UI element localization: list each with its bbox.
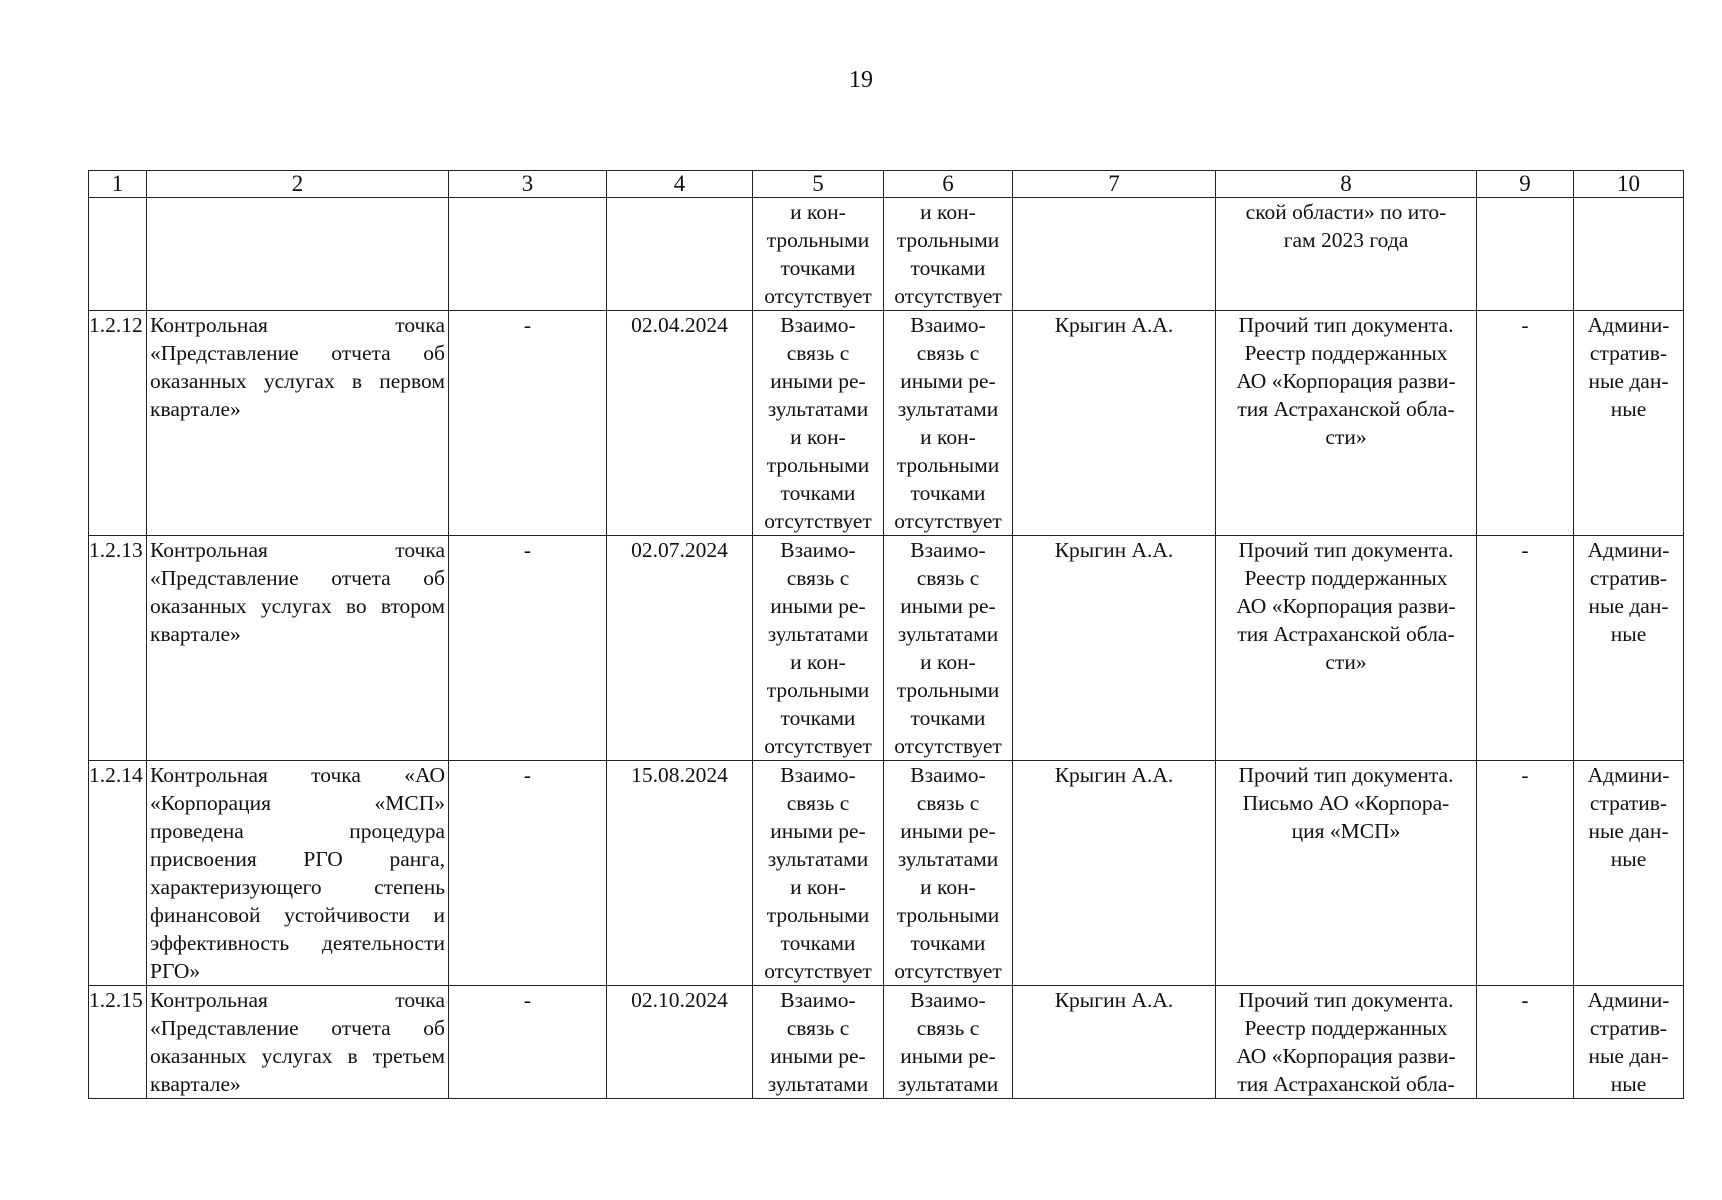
cell-source: Админи- стратив- ные дан- ные xyxy=(1574,761,1684,986)
cell-source: Админи- стратив- ные дан- ные xyxy=(1574,536,1684,761)
column-number-row xyxy=(89,171,1684,198)
table-row xyxy=(89,311,1684,536)
cell-relation-results: и кон- трольными точками отсутствует xyxy=(753,198,884,311)
cell-number: 1.2.12 xyxy=(89,311,147,536)
cell-col3: - xyxy=(449,986,607,1099)
page-number: 19 xyxy=(849,67,873,93)
cell-col9: - xyxy=(1477,536,1574,761)
cell-date xyxy=(607,198,753,311)
table-row xyxy=(89,986,1684,1099)
cell-relation-results: Взаимо- связь с иными ре- зультатами и кон- трольными точками отсутствует xyxy=(753,536,884,761)
cell-col9 xyxy=(1477,198,1574,311)
cell-document: ской области» по ито- гам 2023 года xyxy=(1216,198,1477,311)
cell-col9: - xyxy=(1477,986,1574,1099)
cell-number: 1.2.15 xyxy=(89,986,147,1099)
cell-relation-points: Взаимо- связь с иными ре- зультатами xyxy=(884,986,1013,1099)
cell-col3: - xyxy=(449,536,607,761)
column-header: 5 xyxy=(753,171,884,198)
cell-relation-points: Взаимо- связь с иными ре- зультатами и кон- трольными точками отсутствует xyxy=(884,311,1013,536)
cell-name: Контрольная точка «Представление отчета об оказанных услугах во втором квартале» xyxy=(147,536,449,761)
column-header: 1 xyxy=(89,171,147,198)
cell-relation-points: Взаимо- связь с иными ре- зультатами и кон- трольными точками отсутствует xyxy=(884,536,1013,761)
cell-responsible: Крыгин А.А. xyxy=(1013,536,1216,761)
cell-date: 02.10.2024 xyxy=(607,986,753,1099)
cell-date: 02.07.2024 xyxy=(607,536,753,761)
cell-number: 1.2.14 xyxy=(89,761,147,986)
cell-source xyxy=(1574,198,1684,311)
cell-document: Прочий тип документа. Реестр поддержанных АО «Корпорация разви- тия Астраханской обла- xyxy=(1216,986,1477,1099)
cell-relation-results: Взаимо- связь с иными ре- зультатами и кон- трольными точками отсутствует xyxy=(753,311,884,536)
cell-responsible: Крыгин А.А. xyxy=(1013,311,1216,536)
cell-col3 xyxy=(449,198,607,311)
column-header: 10 xyxy=(1574,171,1684,198)
table-row xyxy=(89,761,1684,986)
cell-document: Прочий тип документа. Письмо АО «Корпора- ция «МСП» xyxy=(1216,761,1477,986)
cell-relation-points: и кон- трольными точками отсутствует xyxy=(884,198,1013,311)
column-header: 7 xyxy=(1013,171,1216,198)
control-points-table xyxy=(88,170,1684,1099)
cell-document: Прочий тип документа. Реестр поддержанных АО «Корпорация разви- тия Астраханской обла- сти» xyxy=(1216,311,1477,536)
cell-relation-results: Взаимо- связь с иными ре- зультатами и кон- трольными точками отсутствует xyxy=(753,761,884,986)
cell-source: Админи- стратив- ные дан- ные xyxy=(1574,311,1684,536)
column-header: 6 xyxy=(884,171,1013,198)
cell-responsible: Крыгин А.А. xyxy=(1013,761,1216,986)
table-row xyxy=(89,536,1684,761)
column-header: 3 xyxy=(449,171,607,198)
cell-col3: - xyxy=(449,311,607,536)
cell-number: 1.2.13 xyxy=(89,536,147,761)
cell-col9: - xyxy=(1477,761,1574,986)
cell-relation-points: Взаимо- связь с иными ре- зультатами и кон- трольными точками отсутствует xyxy=(884,761,1013,986)
table-row-continuation xyxy=(89,198,1684,311)
cell-name: Контрольная точка «АО «Корпорация «МСП» проведена процедура присвоения РГО ранга, характеризующего степень финансовой устойчивости и эффективность деятельности РГО» xyxy=(147,761,449,986)
cell-date: 02.04.2024 xyxy=(607,311,753,536)
column-header: 9 xyxy=(1477,171,1574,198)
cell-responsible: Крыгин А.А. xyxy=(1013,986,1216,1099)
cell-document: Прочий тип документа. Реестр поддержанных АО «Корпорация разви- тия Астраханской обла- сти» xyxy=(1216,536,1477,761)
column-header: 4 xyxy=(607,171,753,198)
cell-name: Контрольная точка «Представление отчета об оказанных услугах в первом квартале» xyxy=(147,311,449,536)
column-header: 8 xyxy=(1216,171,1477,198)
cell-name: Контрольная точка «Представление отчета об оказанных услугах в третьем квартале» xyxy=(147,986,449,1099)
cell-source: Админи- стратив- ные дан- ные xyxy=(1574,986,1684,1099)
cell-col3: - xyxy=(449,761,607,986)
cell-responsible xyxy=(1013,198,1216,311)
cell-relation-results: Взаимо- связь с иными ре- зультатами xyxy=(753,986,884,1099)
cell-col9: - xyxy=(1477,311,1574,536)
cell-number xyxy=(89,198,147,311)
cell-name xyxy=(147,198,449,311)
column-header: 2 xyxy=(147,171,449,198)
cell-date: 15.08.2024 xyxy=(607,761,753,986)
